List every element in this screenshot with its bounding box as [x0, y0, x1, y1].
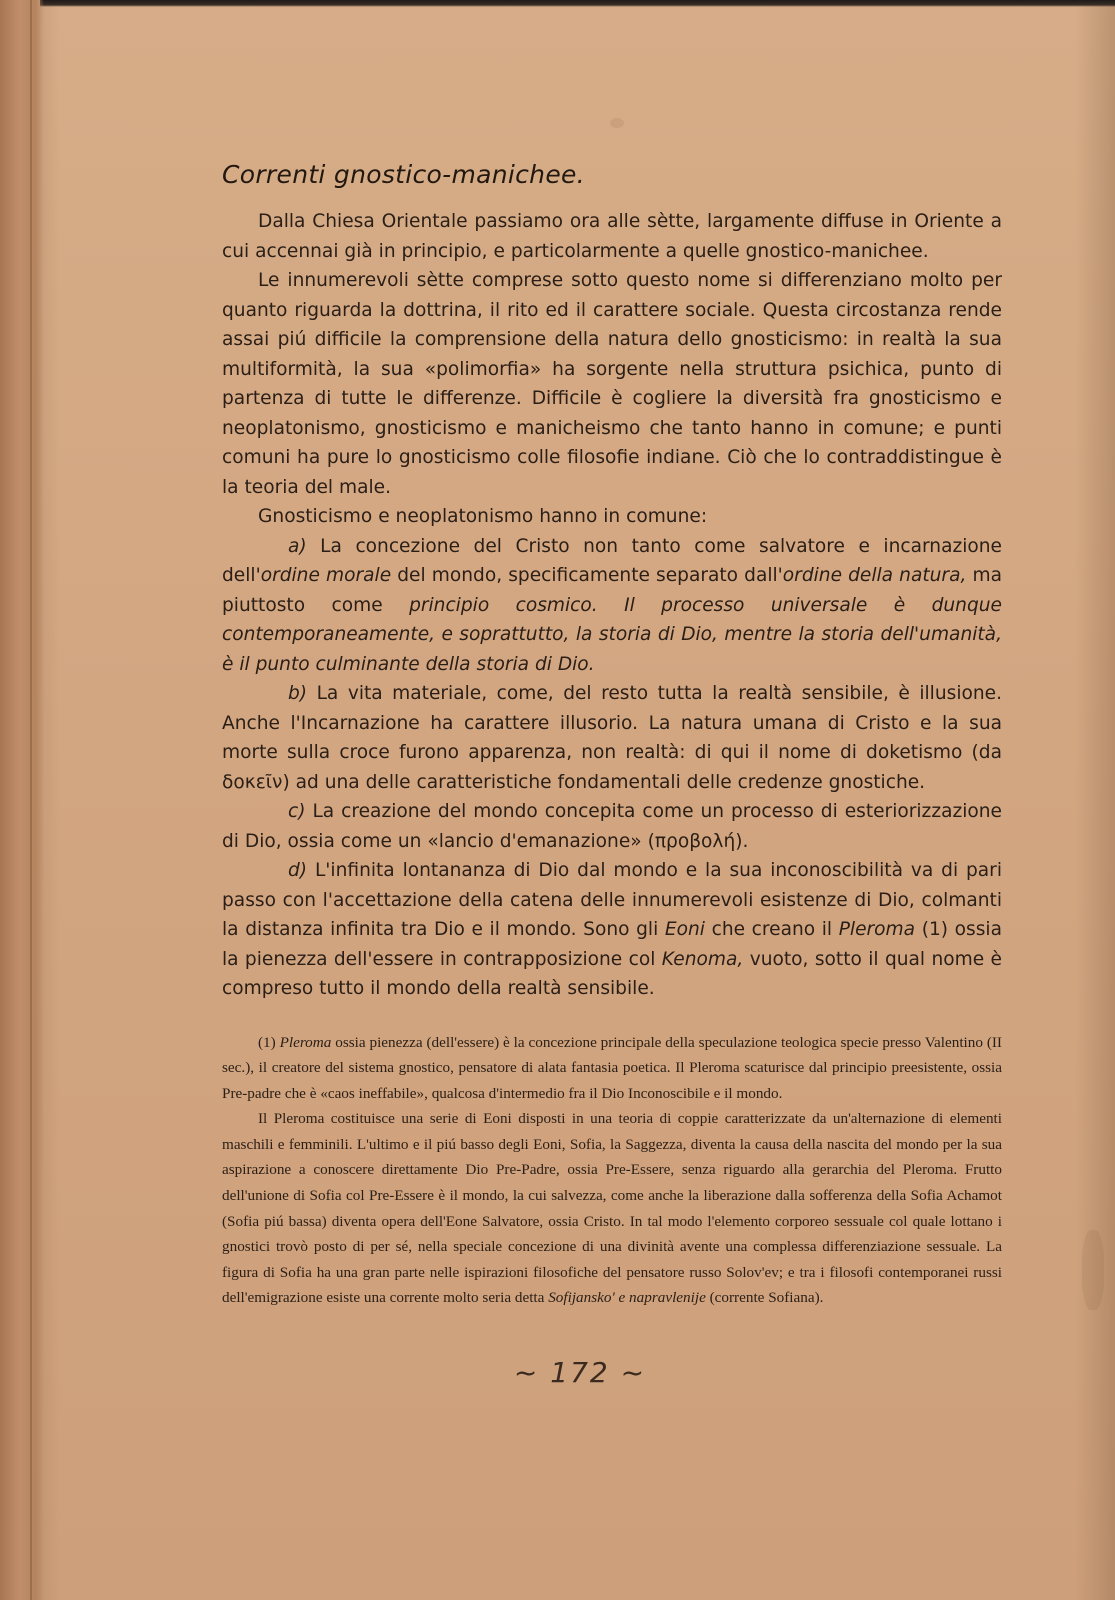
italic-run: Eoni [664, 919, 705, 940]
list-item-d [222, 856, 1002, 1004]
text-run: (1) [258, 1033, 280, 1051]
italic-run: Pleroma [838, 919, 916, 940]
text-run: del mondo, specificamente separato dall' [391, 565, 783, 586]
section-heading: Correnti gnostico-manichee. [222, 160, 585, 189]
binding-fold-line [30, 0, 32, 1600]
text-run: Le innumerevoli sètte comprese sotto questo nome si differenziano molto per quanto riguarda la dottrina, il rito ed il carattere sociale. Questa circostanza rende assai piú difficile la comprensione della natura dello gnosticismo: in realtà la sua multiformità, la sua «polimorfia» ha sorgente nella struttura psichica, punto di partenza di tutte le differenze. Difficile è cogliere la diversità fra gnosticismo e neoplatonismo, gnosticismo e manicheismo che tanto hanno in comune; e punti comuni ha pure lo gnosticismo colle filosofie indiane. Ciò che lo contraddistingue è la teoria del male. [222, 270, 1002, 498]
page-number: ~ 172 ~ [513, 1356, 647, 1389]
text-run: La vita materiale, come, del resto tutta la realtà sensibile, è illusione. Anche l'Incarnazione ha carattere illusorio. La natura umana di Cristo e la sua morte sulla croce furono apparenza, non realtà: di qui il nome di doketismo (da δοκεῖν) ad una delle caratteristiche fondamentali delle credenze gnostiche. [222, 683, 1002, 793]
body-text [222, 207, 1002, 1004]
text-run: vuoto, sotto il qual nome è compreso tutto il mondo della realtà sensibile. [222, 948, 1002, 999]
text-run: che creano il [704, 919, 839, 940]
text-run: ossia pienezza (dell'essere) è la concezione principale della speculazione teologica specie presso Valentino (II sec.), il creatore del sistema gnostico, pensatore di alata fantasia poetica. Il Pleroma scaturisce dal principio preesistente, ossia Pre-padre che è «caos ineffabile», qualcosa d'intermedio fra il Dio Inconoscibile e il mondo. [222, 1033, 1002, 1102]
page-top-edge [40, 0, 1115, 7]
text-run: Dalla Chiesa Orientale passiamo ora alle sètte, largamente diffuse in Oriente a cui accennai già in principio, e particolarmente a quelle gnostico-manichee. [222, 211, 1002, 262]
italic-run: principio cosmico. Il processo universale è dunque contemporaneamente, e soprattutto, la storia di Dio, mentre la storia dell'umanità, è il punto culminante della storia di Dio. [222, 594, 1002, 675]
book-binding [0, 0, 44, 1600]
footnotes [222, 1030, 1002, 1312]
italic-run: b) [288, 683, 308, 704]
text-run: La concezione del Cristo non tanto come salvatore e incarnazione dell' [222, 535, 1002, 586]
text-run: (corrente Sofiana). [705, 1289, 824, 1307]
list-item-c [222, 797, 1002, 856]
text-run: La creazione del mondo concepita come un processo di esteriorizzazione di Dio, ossia come un «lancio d'emanazione» (προβολή). [222, 801, 1002, 852]
list-item-a [222, 532, 1002, 680]
paper-stain [1082, 1230, 1104, 1310]
text-run: ma piuttosto come [222, 565, 1002, 616]
italic-run: Pleroma [279, 1033, 332, 1051]
page-content [222, 160, 1002, 1311]
footnote-1-continued [222, 1106, 1002, 1311]
paragraph-intro [222, 207, 1002, 266]
paragraph-common [222, 502, 1002, 532]
italic-run: d) [288, 860, 308, 881]
italic-run: ordine morale [260, 565, 392, 586]
text-run: Il Pleroma costituisce una serie di Eoni disposti in una teoria di coppie caratterizzate da un'alternazione di elementi maschili e femminili. L'ultimo e il piú basso degli Eoni, Sofia, la Saggezza, diventa la causa della nascita del mondo per la sua aspirazione a conoscere direttamente Dio Pre-Padre, ossia Pre-Essere, senza riguardo alla gerarchia del Pleroma. Frutto dell'unione di Sofia col Pre-Essere è il mondo, la cui salvezza, come anche la liberazione dalla sofferenza della Sofia Achamot (Sofia piú bassa) diventa opera dell'Eone Salvatore, ossia Cristo. In tal modo l'elemento corporeo sessuale col quale lottano i gnostici trovò posto di per sé, nella speciale concezione di una divinità avente una complessa differenziazione sessuale. La figura di Sofia ha una gran parte nelle ispirazioni filosofiche del pensatore russo Solov'ev; e tra i filosofi contemporanei russi dell'emigrazione esiste una corrente molto seria detta [222, 1110, 1002, 1307]
text-run: (1) ossia la pienezza dell'essere in contrapposizione col [222, 919, 1002, 970]
italic-run: ordine della natura, [782, 565, 967, 586]
italic-run: Sofijanskо' e napravlenije [548, 1289, 706, 1307]
paper-stain [610, 118, 624, 128]
italic-run: a) [288, 535, 307, 557]
text-run: Gnosticismo e neoplatonismo hanno in comune: [258, 506, 708, 527]
italic-run: Kenoma, [661, 948, 744, 970]
list-item-b [222, 679, 1002, 797]
text-run: L'infinita lontananza di Dio dal mondo e la sua inconoscibilità va di pari passo con l'accettazione della catena delle innumerevoli esistenze di Dio, colmanti la distanza infinita tra Dio e il mondo. Sono gli [222, 860, 1002, 940]
paragraph-sects [222, 266, 1002, 502]
footnote-1 [222, 1030, 1002, 1107]
italic-run: c) [288, 801, 306, 822]
